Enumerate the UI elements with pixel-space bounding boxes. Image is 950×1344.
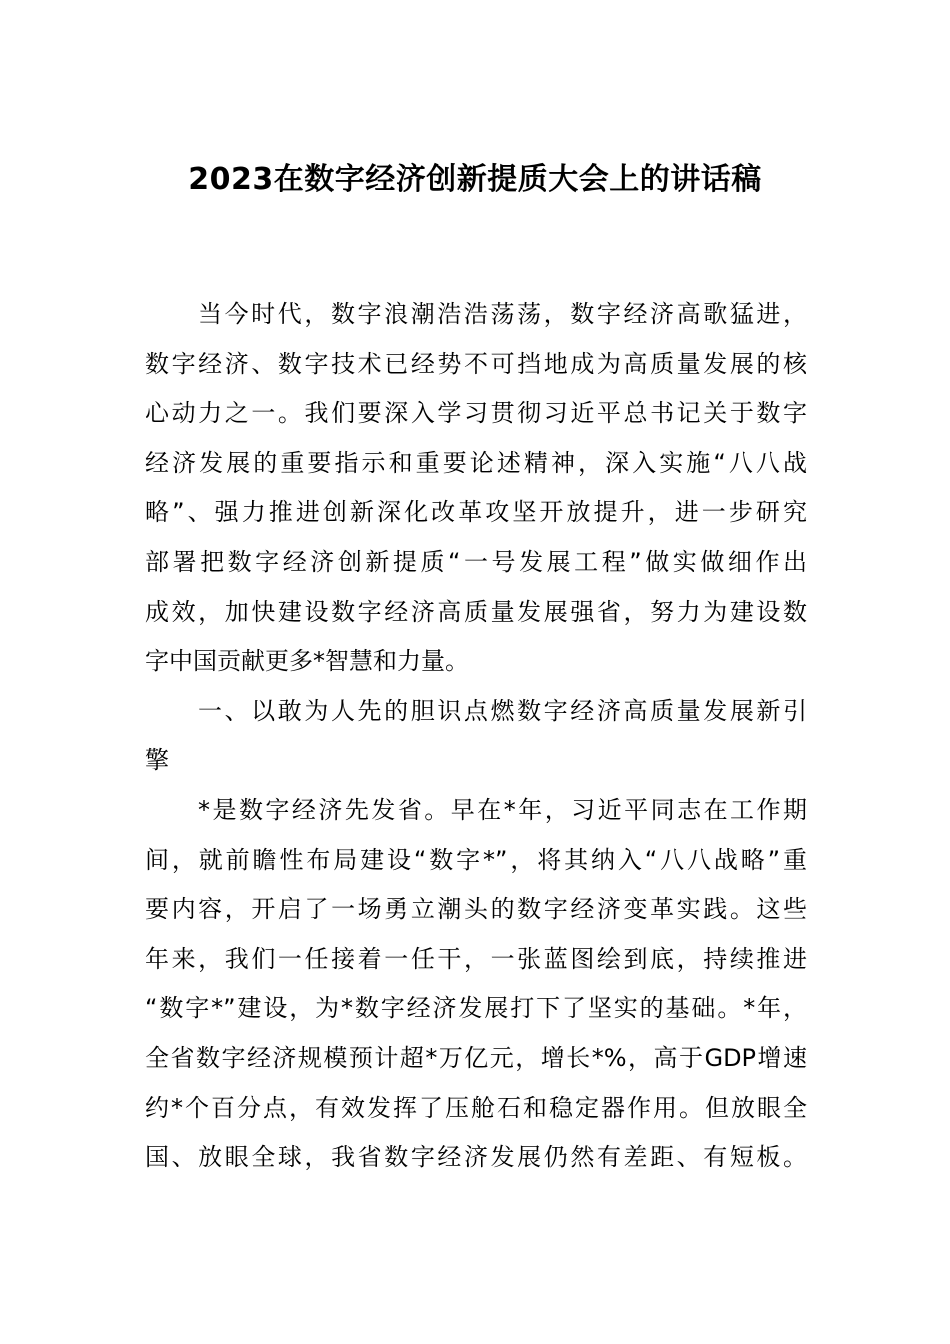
paragraph-line: 心动力之一。我们要深入学习贯彻习近平总书记关于数字 xyxy=(145,399,807,428)
paragraph-line: 当今时代，数字浪潮浩浩荡荡，数字经济高歌猛进， xyxy=(198,300,807,328)
paragraph-line: 要内容，开启了一场勇立潮头的数字经济变革实践。这些 xyxy=(145,895,807,924)
paragraph-line: 略”、强力推进创新深化改革攻坚开放提升，进一步研究 xyxy=(145,498,807,527)
paragraph-line: 字中国贡献更多*智慧和力量。 xyxy=(145,647,469,676)
document-body xyxy=(145,290,807,1183)
paragraph-line: 部署把数字经济创新提质“一号发展工程”做实做细作出 xyxy=(145,547,807,576)
paragraph-line: “数字*”建设，为*数字经济发展打下了坚实的基础。*年， xyxy=(145,994,807,1023)
section-heading-line: 擎 xyxy=(145,746,169,775)
section-heading-line: 一、以敢为人先的胆识点燃数字经济高质量发展新引 xyxy=(198,696,807,725)
paragraph-line: 数字经济、数字技术已经势不可挡地成为高质量发展的核 xyxy=(145,349,807,378)
paragraph-line: 约*个百分点，有效发挥了压舱石和稳定器作用。但放眼全 xyxy=(145,1093,807,1122)
paragraph-line: 经济发展的重要指示和重要论述精神，深入实施“八八战 xyxy=(145,448,807,477)
paragraph-line: 国、放眼全球，我省数字经济发展仍然有差距、有短板。 xyxy=(145,1143,807,1172)
document-title: 2023在数字经济创新提质大会上的讲话稿 xyxy=(188,162,762,197)
paragraph-line: 全省数字经济规模预计超*万亿元，增长*%，高于GDP增速 xyxy=(145,1043,807,1072)
paragraph-line: 年来，我们一任接着一任干，一张蓝图绘到底，持续推进 xyxy=(145,944,807,973)
paragraph-line: 间，就前瞻性布局建设“数字*”，将其纳入“八八战略”重 xyxy=(145,845,807,874)
paragraph-line: 成效，加快建设数字经济高质量发展强省，努力为建设数 xyxy=(145,597,807,626)
paragraph-line: *是数字经济先发省。早在*年，习近平同志在工作期 xyxy=(198,795,807,824)
